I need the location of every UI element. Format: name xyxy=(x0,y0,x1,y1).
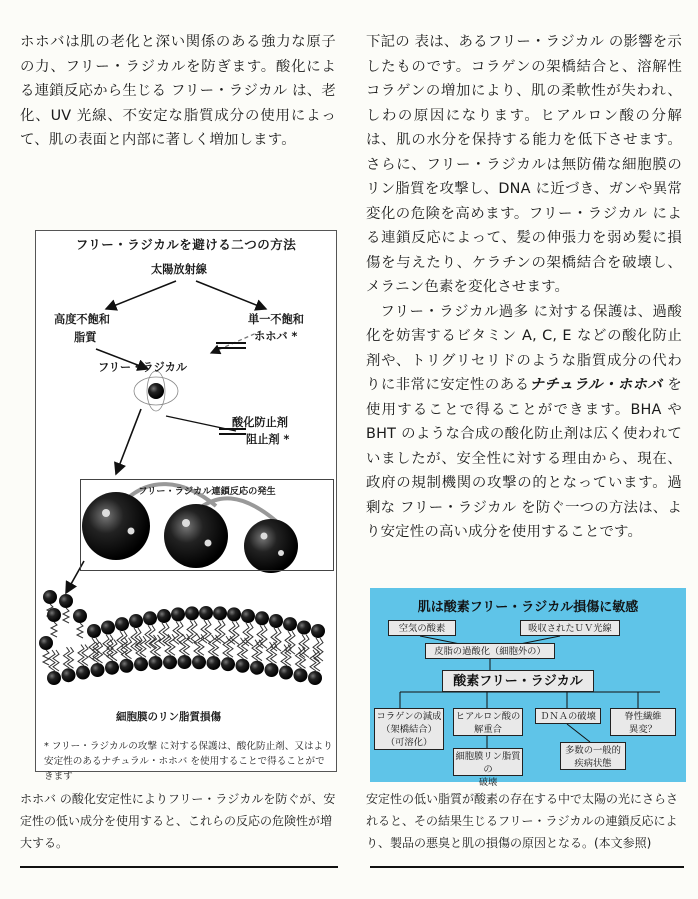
node-uv: 吸収されたＵＶ光線 xyxy=(520,620,620,636)
membrane-bilayer xyxy=(39,590,325,685)
lipid-head xyxy=(236,659,250,673)
node-peroxide: 皮脂の過酸化（細胞外の） xyxy=(425,643,555,659)
membrane-label: 細胞膜のリン脂質損傷 xyxy=(116,711,221,723)
lipid-head xyxy=(308,671,322,685)
lipid-head xyxy=(47,608,61,622)
node-hyaluronic xyxy=(453,708,523,736)
lipid-head xyxy=(199,606,213,620)
lipid-head xyxy=(143,611,157,625)
polyunsat-label-2: 脂質 xyxy=(74,331,97,344)
node-oxygen: 空気の酸素 xyxy=(388,620,456,636)
lipid-head xyxy=(311,624,325,638)
natural-jojoba-emphasis: ナチュラル・ホホバ xyxy=(529,377,663,393)
hyaluronic-line-2: 解重合 xyxy=(474,724,502,735)
lipid-head xyxy=(178,655,192,669)
lipid-head xyxy=(76,666,90,680)
lipid-head xyxy=(297,620,311,634)
antioxidant-label-1: 酸化防止剤 xyxy=(232,416,288,429)
intro-paragraph: ホホバは肌の老化と深い関係のある強力な原子の力、フリー・ラジカルを防ぎます。酸化による連鎖反応から生じる フリー・ラジカル は、老化、UV 光線、不安定な脂質成分の使用によって、肌の表面と内部に著しく増加します。 xyxy=(20,34,336,148)
arrow-to-polyunsat xyxy=(106,281,176,309)
antioxidant-label-2: 阻止剤 * xyxy=(246,433,290,446)
lipid-head xyxy=(134,657,148,671)
right-rule xyxy=(370,866,684,868)
lipid-head xyxy=(62,668,76,682)
lipid-head xyxy=(163,655,177,669)
lipid-head xyxy=(115,617,129,631)
lipid-tail xyxy=(51,622,57,637)
left-column xyxy=(20,30,336,153)
lipid-head xyxy=(265,663,279,677)
node-oxygen-radical: 酸素フリー・ラジカル xyxy=(442,670,594,692)
lipid-head xyxy=(87,624,101,638)
lipid-tail xyxy=(77,623,83,638)
lipid-head xyxy=(105,661,119,675)
lipid-head xyxy=(43,590,57,604)
collagen-line-1: コラゲンの減成 xyxy=(376,711,442,722)
node-membrane xyxy=(453,748,523,788)
lipid-head xyxy=(39,636,53,650)
free-radical-figure xyxy=(35,230,337,782)
hyaluronic-line-1: ヒアルロン酸の xyxy=(455,711,521,722)
diagram-title: 肌は酸素フリー・ラジカル損傷に敏感 xyxy=(417,600,639,615)
lipid-head xyxy=(227,607,241,621)
right-caption: 安定性の低い脂質が酸素の存在する中で太陽の光にさらされると、その結果生じるフリー・ラジカルの連鎖反応により、製品の悪臭と肌の損傷の原因となる。(本文参照) xyxy=(366,792,679,850)
lipid-tail xyxy=(63,608,69,623)
lipid-head xyxy=(241,609,255,623)
lipid-head xyxy=(255,611,269,625)
lipid-head xyxy=(129,614,143,628)
lipid-head xyxy=(250,661,264,675)
left-caption: ホホバ の酸化安定性によりフリー・ラジカルを防ぐが、安定性の低い成分を使用すると、これらの反応の危険性が増大する。 xyxy=(20,792,336,850)
monounsat-label-1: 単一不飽和 xyxy=(248,313,304,326)
lipid-head xyxy=(213,606,227,620)
collagen-line-3: （可溶化） xyxy=(385,737,433,748)
lipid-head xyxy=(120,659,134,673)
chain-reaction-label: フリー・ラジカル連鎖反応の発生 xyxy=(138,486,276,497)
lipid-head xyxy=(283,617,297,631)
lipid-head xyxy=(221,657,235,671)
abnormal-line-1: 脊性繊維 xyxy=(624,711,662,722)
body-paragraph-1: 下記の 表は、あるフリー・ラジカル の影響を示したものです。コラゲンの架橋結合と、溶解性コラゲンの増加により、肌の柔軟性が失われ、しわの原因になります。ヒアルロン酸の分解は、肌の水分を保持する能力を低下させます。さらに、フリー・ラジカルは無防備な細胞膜のリン脂質を攻撃し、DNA に近づき、ガンや異常変化の危険を高めます。フリー・ラジカル による連鎖反応によって、髪の伸張力を弱め髪に損傷を与えたり、ケラチンの架橋結合を破壊し、メラニン色素を変化させます。 xyxy=(366,34,682,295)
sun-label: 太陽放射線 xyxy=(151,263,207,276)
node-abnormal xyxy=(610,708,676,736)
lipid-head xyxy=(279,666,293,680)
lipid-head xyxy=(149,656,163,670)
abnormal-line-2: 異変？ xyxy=(629,724,657,735)
radical-sphere xyxy=(148,383,164,399)
lipid-head xyxy=(171,607,185,621)
lipid-head xyxy=(192,655,206,669)
polyunsat-label-1: 高度不飽和 xyxy=(54,313,110,326)
lipid-head xyxy=(91,663,105,677)
lipid-head xyxy=(294,668,308,682)
chain-reaction-box xyxy=(80,479,334,571)
disease-line-1: 多数の一般的 xyxy=(565,745,621,756)
lipid-head xyxy=(207,656,221,670)
arrow-to-monounsat xyxy=(196,281,266,309)
lipid-head xyxy=(269,614,283,628)
arrow-to-chain xyxy=(116,409,141,474)
skin-damage-diagram xyxy=(370,588,686,788)
membrane-line-1: 細胞膜リン脂質の xyxy=(455,751,521,775)
membrane-line-2: 破壊 xyxy=(478,777,498,788)
lipid-tail xyxy=(43,650,49,665)
lipid-head xyxy=(157,609,171,623)
lipid-head xyxy=(59,594,73,608)
body-paragraph-2 xyxy=(366,300,682,545)
node-dna: ＤＮＡの破壊 xyxy=(535,708,601,724)
lipid-head xyxy=(73,609,87,623)
figure-title: フリー・ラジカルを避ける二つの方法 xyxy=(75,237,297,252)
node-collagen xyxy=(374,708,444,750)
right-column xyxy=(366,30,682,545)
lipid-head xyxy=(47,671,61,685)
lipid-head xyxy=(185,606,199,620)
monounsat-label-2: ホホバ * xyxy=(254,330,298,343)
figure-footnote: * フリー・ラジカルの攻撃 に対する保護は、酸化防止剤、又はより安定性のあるナチュラル・ホホバ を使用することで得ることができます xyxy=(44,741,333,782)
collagen-line-2: （架橋結合） xyxy=(381,724,437,735)
disease-line-2: 疾病状態 xyxy=(574,758,612,769)
para2-text-a: フリー・ラジカル過多 に対する保護は、過酸化を妨害するビタミン A, C, E などの酸化防止剤や、トリグリセリドのような脂質成分の代わりに非常に安定性のある xyxy=(366,303,682,393)
free-radical-label: フリー・ラジカル xyxy=(98,361,188,374)
para2-text-b: を使用することで得ることができます。BHA や BHT のような合成の酸化防止剤は広く使われていましたが、安全性に対する理由から、現在、政府の規制機関の攻撃の的となっています。過剰な フリー・ラジカル を防ぐ一つの方法は、より安定性の高い成分を使用することです。 xyxy=(366,377,682,540)
left-rule xyxy=(20,866,338,868)
lipid-head xyxy=(101,620,115,634)
node-disease xyxy=(560,742,626,770)
